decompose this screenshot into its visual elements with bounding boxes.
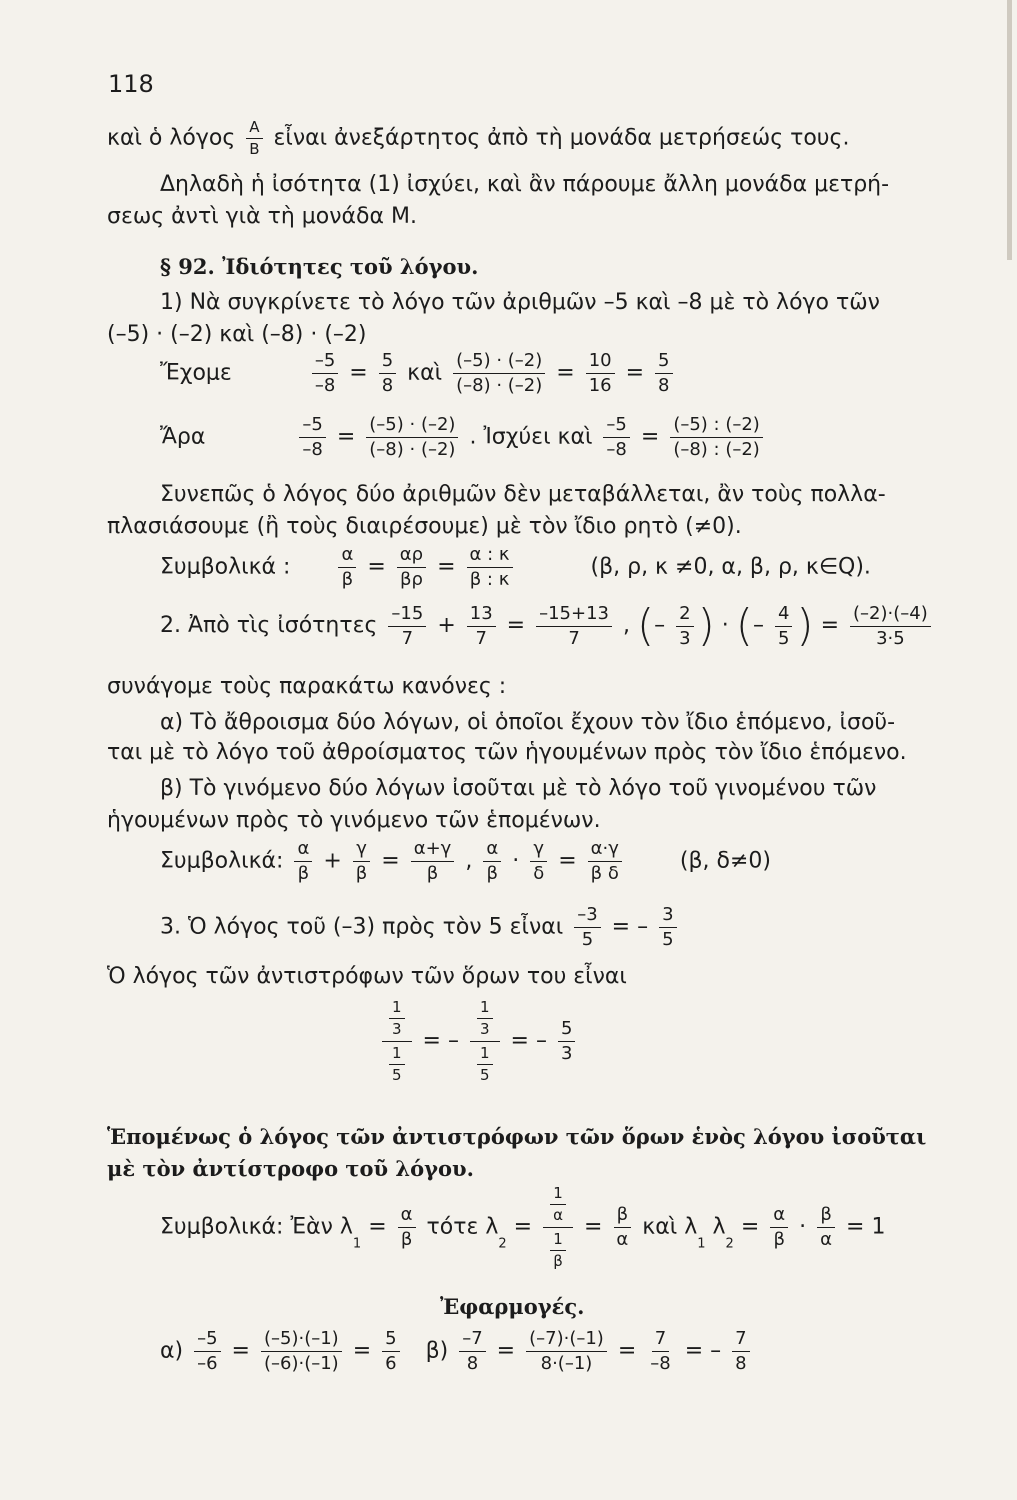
fraction (850, 602, 931, 649)
denominator: 5 (662, 929, 674, 950)
condition: (β, ρ, κ ≠0, α, β, ρ, κ∈Q). (590, 554, 871, 580)
denominator: 3 (679, 627, 691, 649)
fraction (483, 840, 501, 883)
denominator: 7 (568, 627, 580, 649)
numerator: –15+13 (536, 605, 612, 627)
numerator: –3 (574, 906, 600, 928)
text: τότε λ (426, 1214, 499, 1240)
section-title: § 92. Ἰδιότητες τοῦ λόγου. (160, 254, 479, 279)
numerator: α : κ (467, 546, 513, 568)
numerator: (–5)·(–1) (261, 1330, 342, 1352)
numerator: α (338, 546, 356, 568)
compound-denominator (382, 1042, 412, 1083)
numerator: α·γ (588, 840, 622, 862)
numerator: –5 (603, 416, 629, 438)
fraction (770, 1206, 788, 1249)
compound-fraction (382, 1000, 412, 1083)
symbolic-line-3: Συμβολικά: Ἐὰν $\lambda_1$ = $\frac{\alpha}{\beta}$ τότε $\lambda_2$ = $\frac{\frac{1}{\alpha}}{\frac{1}{\beta}}$ = $\frac{\beta}{\alpha}$ καὶ $\lambda_1$ $\lambda_2$ = $\frac{\alpha}{\beta}$ · $\frac{\beta}{\alpha}$ = 1 (160, 1184, 886, 1270)
paragraph-line: Δηλαδὴ ἡ ἰσότητα (1) ἰσχύει, καὶ ἂν πάρουμε ἄλλη μονάδα μετρή- (160, 172, 890, 197)
fraction (194, 1330, 220, 1373)
denominator: 5 (392, 1066, 402, 1084)
subscript: 1 (352, 1236, 362, 1252)
denominator: (–8) · (–2) (369, 439, 456, 460)
label: Συμβολικά: Ἐὰν λ (160, 1214, 353, 1240)
denominator: 8 (735, 1353, 747, 1374)
numerator: β (817, 1206, 835, 1228)
rule-b-line: ἡγουμένων πρὸς τὸ γινόμενο τῶν ἑπομένων. (107, 808, 601, 833)
numerator: (–7)·(–1) (526, 1330, 607, 1352)
ara-line: Ἄρα $\frac{-5}{-8}$ = $\frac{(-5) \cdot (-2)}{(-8) \cdot (-2)}$ . Ἰσχύει καὶ $\frac{-5}{-8}$ = $\frac{(-5) : (-2)}{(-8) : (-2)}$ (160, 416, 767, 459)
fraction (526, 1330, 607, 1373)
fraction (613, 1206, 631, 1249)
denominator: (–6)·(–1) (263, 1353, 339, 1374)
numerator: 5 (382, 1330, 399, 1352)
fraction (588, 840, 622, 883)
equals: = (349, 360, 368, 386)
problem-2-line: 2. Ἀπὸ τὶς ἰσότητες $\frac{-15}{7}$ + $\frac{13}{7}$ = $\frac{-15+13}{7}$ , (– $\frac{2}{3}$ ) · (– $\frac{4}{5}$ ) = $\frac{(-2)\cdot(-4)}{3\cdot 5}$ (160, 604, 935, 648)
fraction (398, 1206, 416, 1249)
fraction (353, 840, 371, 883)
compound-numerator (470, 1000, 500, 1042)
fraction (775, 602, 792, 649)
label: β) (425, 1338, 449, 1364)
numerator: α+γ (411, 840, 455, 862)
fraction (379, 352, 396, 395)
denominator: α (616, 1229, 629, 1250)
numerator: 5 (558, 1020, 575, 1042)
fraction (338, 546, 356, 589)
rule-a-line: α) Τὸ ἄθροισμα δύο λόγων, οἱ ὁποῖοι ἔχουν τὸν ἴδιο ἑπόμενο, ἰσοῦ- (160, 710, 896, 735)
numerator: 13 (467, 605, 496, 627)
fraction (603, 416, 629, 459)
numerator: A (246, 120, 262, 139)
fraction (550, 1186, 566, 1223)
fraction (467, 602, 496, 649)
numerator: β (614, 1206, 632, 1228)
denominator: 7 (475, 627, 487, 649)
denominator: 5 (777, 627, 790, 649)
numerator: α (483, 840, 501, 862)
label: Ἔχομε (160, 360, 232, 386)
denominator: β (486, 863, 499, 884)
denominator: α (820, 1229, 833, 1250)
denominator: –6 (197, 1353, 218, 1374)
denominator: α (553, 1206, 563, 1224)
fraction (299, 416, 325, 459)
page-number: 118 (108, 70, 154, 98)
denominator: δ (533, 863, 545, 884)
numerator: γ (530, 840, 547, 862)
label: Συμβολικά: (160, 848, 284, 874)
numerator: 5 (655, 352, 672, 374)
reciprocal-equation: $\frac{\frac{1}{3}}{\frac{1}{5}}$ = – $\frac{\frac{1}{3}}{\frac{1}{5}}$ = – $\frac{5}{3}$ (378, 1000, 579, 1083)
numerator: α (398, 1206, 416, 1228)
fraction (670, 416, 763, 459)
problem-3-line: 3. Ὁ λόγος τοῦ (–3) πρὸς τὸν 5 εἶναι $\frac{-3}{5}$ = – $\frac{3}{5}$ (160, 906, 681, 949)
denominator: 5 (581, 929, 594, 950)
paragraph-line: πλασιάσουμε (ἢ τοὺς διαιρέσουμε) μὲ τὸν ἴδιο ρητὸ (≠0). (107, 514, 742, 539)
denominator: 8 (466, 1353, 479, 1374)
numerator: γ (353, 840, 370, 862)
denominator: (–8) : (–2) (673, 439, 760, 460)
text: εἶναι ἀνεξάρτητος ἀπὸ τὴ μονάδα μετρήσεώς τους. (273, 125, 850, 151)
compound-denominator (543, 1228, 573, 1269)
fraction-A-B (246, 120, 262, 157)
denominator: 3 (479, 1020, 490, 1038)
denominator: β (341, 569, 354, 590)
text: καὶ (407, 360, 443, 386)
label: Ἄρα (160, 424, 206, 450)
text: = 1 (846, 1214, 886, 1240)
fraction (558, 1020, 575, 1063)
fraction (411, 840, 455, 883)
subscript: 2 (498, 1236, 507, 1252)
numerator: 4 (775, 605, 792, 627)
denominator: –8 (314, 375, 336, 396)
text: καὶ λ (642, 1214, 698, 1240)
fraction (530, 840, 547, 883)
applications-line: α) $\frac{-5}{-6}$ = $\frac{(-5)\cdot(-1)}{(-6)\cdot(-1)}$ = $\frac{5}{6}$ β) $\frac{-7}{8}$ = $\frac{(-7)\cdot(-1)}{8\cdot(-1)}$ = $\frac{7}{-8}$ = – $\frac{7}{8}$ (160, 1330, 754, 1373)
numerator: (–5) : (–2) (670, 416, 763, 438)
denominator: –8 (606, 439, 627, 460)
numerator: 3 (659, 906, 676, 928)
rule-b-line: β) Τὸ γινόμενο δύο λόγων ἰσοῦται μὲ τὸ λόγο τοῦ γινομένου τῶν (160, 776, 877, 801)
text: 3. Ὁ λόγος τοῦ (–3) πρὸς τὸν 5 εἶναι (160, 914, 564, 940)
symbolic-line-1: Συμβολικά : $\frac{\alpha}{\beta}$ = $\frac{\alpha\rho}{\beta\rho}$ = $\frac{\alpha : \kappa}{\beta : \kappa}$ (β, ρ, κ ≠0, α, β, ρ, κ∈Q). (160, 544, 871, 590)
numerator: 1 (389, 1046, 405, 1065)
compound-numerator (543, 1186, 573, 1228)
numerator: 1 (550, 1232, 566, 1251)
denominator: 8·(–1) (540, 1353, 593, 1374)
numerator: (–5) · (–2) (453, 352, 545, 374)
denominator: 8 (381, 375, 394, 396)
text: . Ἰσχύει καὶ (469, 424, 593, 450)
equals: = (368, 1214, 387, 1240)
fraction (659, 906, 676, 949)
paragraph-line: σεως ἀντὶ γιὰ τὴ μονάδα Μ. (107, 204, 417, 229)
numerator: 10 (586, 352, 615, 374)
fraction (389, 1000, 405, 1037)
fraction (382, 1330, 399, 1373)
denominator: 16 (588, 375, 612, 396)
numerator: 2 (676, 605, 693, 627)
fraction (388, 602, 426, 649)
fraction (586, 352, 615, 395)
label: 2. Ἀπὸ τὶς ἰσότητες (160, 613, 378, 638)
denominator: β (355, 863, 368, 884)
denominator: 6 (385, 1353, 397, 1374)
fraction (261, 1330, 342, 1373)
numerator: (–2)·(–4) (850, 605, 931, 627)
numerator: 5 (379, 352, 396, 374)
fraction (459, 1330, 485, 1373)
fraction (467, 546, 513, 589)
fraction (817, 1206, 835, 1249)
rule-a-line: ται μὲ τὸ λόγο τοῦ ἀθροίσματος τῶν ἡγουμένων πρὸς τὸν ἴδιο ἑπόμενο. (107, 740, 907, 765)
fraction (550, 1232, 566, 1269)
numerator: –5 (194, 1330, 220, 1352)
numerator: 7 (732, 1330, 749, 1352)
line-ratio-independent (107, 120, 849, 157)
numerator: (–5) · (–2) (366, 416, 458, 438)
plus: + (437, 613, 456, 638)
fraction (366, 416, 458, 459)
denominator: 8 (658, 375, 670, 396)
numerator: 1 (477, 1046, 493, 1065)
numerator: α (294, 840, 312, 862)
fraction (574, 906, 600, 949)
compound-fraction (543, 1186, 573, 1269)
denominator: (–8) · (–2) (456, 375, 543, 396)
fraction (312, 352, 338, 395)
numerator: –7 (459, 1330, 485, 1352)
problem-1-line: 1) Νὰ συγκρίνετε τὸ λόγο τῶν ἀριθμῶν –5 καὶ –8 μὲ τὸ λόγο τῶν (160, 290, 880, 315)
echome-line: Ἔχομε $\frac{-5}{-8}$ = $\frac{5}{8}$ καὶ $\frac{(-5) \cdot (-2)}{(-8) \cdot (-2)}$ = $\frac{10}{16}$ = $\frac{5}{8}$ (160, 352, 677, 395)
denominator: β : κ (469, 569, 510, 590)
denominator: β (297, 863, 310, 884)
numerator: 7 (652, 1330, 669, 1352)
numerator: 1 (389, 1000, 405, 1019)
denominator: 5 (479, 1066, 490, 1084)
fraction (477, 1046, 493, 1083)
text: καὶ ὁ λόγος (107, 125, 236, 151)
compound-denominator (470, 1042, 500, 1083)
denominator: B (249, 140, 260, 158)
compound-fraction (470, 1000, 500, 1083)
denominator: 3·5 (876, 627, 905, 649)
fraction (453, 352, 545, 395)
denominator: βρ (399, 569, 423, 590)
conclusion-line: μὲ τὸν ἀντίστροφο τοῦ λόγου. (107, 1156, 474, 1181)
compound-numerator (382, 1000, 412, 1042)
numerator: –15 (388, 605, 426, 627)
fraction (389, 1046, 405, 1083)
denominator: β (553, 1252, 563, 1270)
denominator: β (426, 863, 439, 884)
problem-1-line: (–5) · (–2) καὶ (–8) · (–2) (107, 322, 367, 347)
fraction (397, 546, 426, 589)
fraction (647, 1330, 673, 1373)
fraction (536, 602, 612, 649)
label: α) (160, 1338, 184, 1364)
fraction (676, 602, 693, 649)
denominator: 3 (560, 1043, 573, 1064)
fraction (655, 352, 672, 395)
denominator: 7 (401, 627, 414, 649)
numerator: α (770, 1206, 788, 1228)
conclusion-line: Ἑπομένως ὁ λόγος τῶν ἀντιστρόφων τῶν ὅρων ἑνὸς λόγου ἰσοῦται (107, 1124, 927, 1149)
label: Συμβολικά : (160, 554, 291, 580)
numerator: –5 (299, 416, 325, 438)
condition: (β, δ≠0) (679, 848, 772, 874)
denominator: β (773, 1229, 785, 1250)
denominator: –8 (302, 439, 323, 460)
paragraph-line: συνάγομε τοὺς παρακάτω κανόνες : (107, 674, 507, 699)
paragraph-line: Ὁ λόγος τῶν ἀντιστρόφων τῶν ὅρων του εἶναι (107, 964, 627, 989)
applications-heading: Ἐφαρμογές. (440, 1294, 585, 1319)
denominator: β (400, 1229, 413, 1250)
numerator: 1 (477, 1000, 493, 1019)
numerator: –5 (312, 352, 338, 374)
page-edge-shadow (1007, 0, 1012, 260)
numerator: αρ (397, 546, 426, 568)
denominator: 3 (392, 1020, 402, 1038)
subscript: 2 (725, 1236, 734, 1252)
paragraph-line: Συνεπῶς ὁ λόγος δύο ἀριθμῶν δὲν μεταβάλλεται, ἂν τοὺς πολλα- (160, 482, 886, 507)
fraction (294, 840, 312, 883)
subscript: 1 (697, 1236, 706, 1252)
denominator: –8 (650, 1353, 671, 1374)
fraction (732, 1330, 749, 1373)
numerator: 1 (550, 1186, 566, 1205)
symbolic-line-2: Συμβολικά: $\frac{\alpha}{\beta}$ + $\frac{\gamma}{\beta}$ = $\frac{\alpha+\gamma}{\beta}$ , $\frac{\alpha}{\beta}$ · $\frac{\gamma}{\delta}$ = $\frac{\alpha\cdot\gamma}{\text{β δ}}$ (β, δ≠0) (160, 838, 772, 884)
minus: – (637, 914, 656, 940)
denominator: β δ (590, 863, 619, 884)
fraction (477, 1000, 493, 1037)
